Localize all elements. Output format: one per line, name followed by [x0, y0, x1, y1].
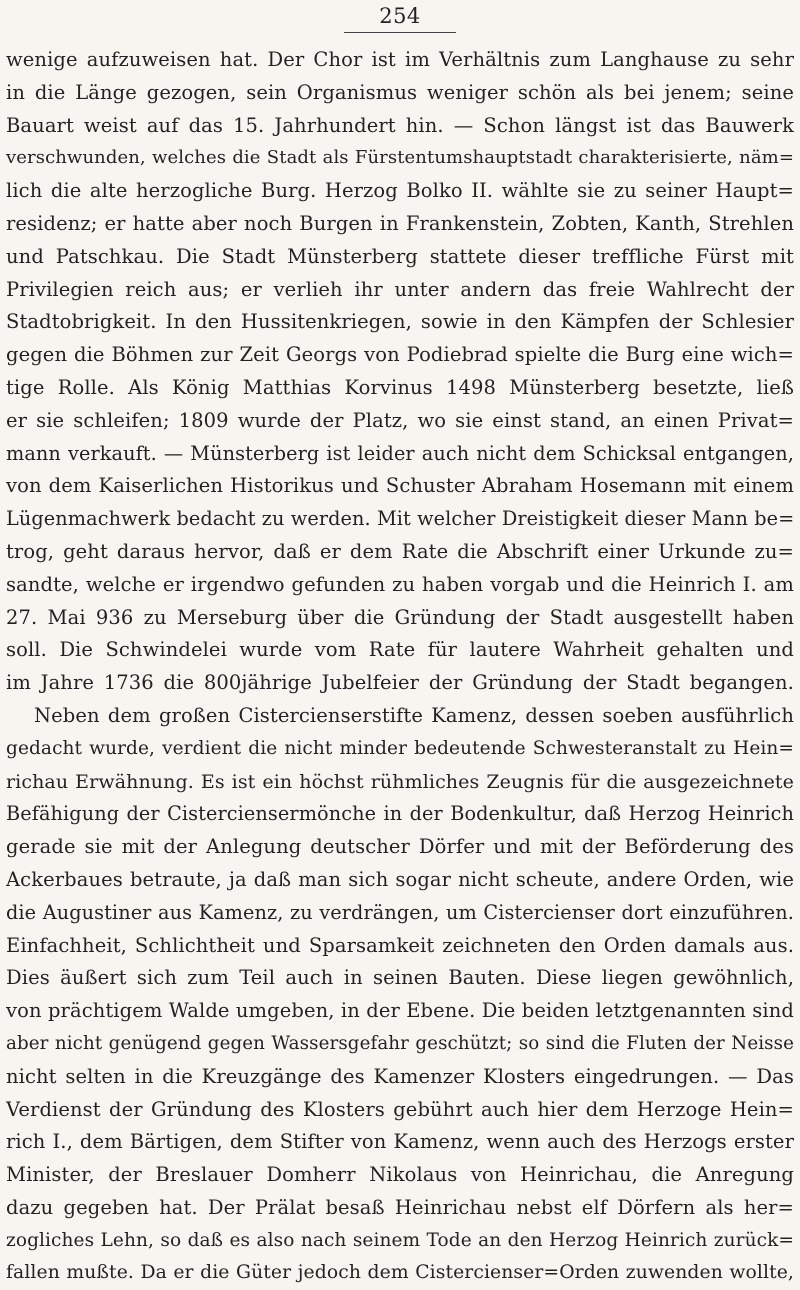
text-line: verschwunden, welches die Stadt als Fürstentumshauptstadt charakterisierte, näm= [6, 147, 794, 169]
text-line: Verdienst der Gründung des Klosters gebührt auch hier dem Herzoge Hein= [6, 1097, 794, 1121]
text-line: residenz; er hatte aber noch Burgen in Frankenstein, Zobten, Kanth, Strehlen [6, 211, 794, 235]
text-line: dazu gegeben hat. Der Prälat besaß Heinrichau nebst elf Dörfern als her= [6, 1195, 794, 1219]
text-line: nicht selten in die Kreuzgänge des Kamenzer Klosters eingedrungen. — Das [6, 1064, 794, 1088]
text-line: Bauart weist auf das 15. Jahrhundert hin. — Schon längst ist das Bauwerk [6, 113, 794, 137]
page-number: 254 [379, 4, 421, 28]
text-line: mann verkauft. — Münsterberg ist leider auch nicht dem Schicksal entgangen, [6, 441, 794, 465]
text-line: Einfachheit, Schlichtheit und Sparsamkeit zeichneten den Orden damals aus. [6, 933, 794, 957]
text-line: die Augustiner aus Kamenz, zu verdrängen, um Cistercienser dort einzuführen. [6, 900, 794, 924]
text-line: von dem Kaiserlichen Historikus und Schuster Abraham Hosemann mit einem [6, 474, 794, 498]
text-line: gegen die Böhmen zur Zeit Georgs von Podiebrad spielte die Burg eine wich= [6, 343, 794, 367]
text-line: wenige aufzuweisen hat. Der Chor ist im Verhältnis zum Langhause zu sehr [6, 48, 794, 71]
text-line: Lügenmachwerk bedacht zu werden. Mit welcher Dreistigkeit dieser Mann be= [6, 507, 794, 531]
text-line: im Jahre 1736 die 800jährige Jubelfeier der Gründung der Stadt begangen. [6, 671, 794, 695]
text-line: fallen mußte. Da er die Güter jedoch dem Cistercienser=Orden zuwenden wollte, [6, 1262, 794, 1284]
text-line: soll. Die Schwindelei wurde vom Rate für lautere Wahrheit gehalten und [6, 638, 794, 662]
text-line: zogliches Lehn, so daß es also nach seinem Tode an den Herzog Heinrich zurück= [6, 1229, 794, 1251]
text-line: aber nicht genügend gegen Wassersgefahr geschützt; so sind die Fluten der Neisse [6, 1032, 794, 1054]
text-line: 27. Mai 936 zu Merseburg über die Gründung der Stadt ausgestellt haben [6, 605, 794, 629]
text-line: Befähigung der Cisterciensermönche in der Bodenkultur, daß Herzog Heinrich [6, 802, 794, 826]
text-line: Privilegien reich aus; er verlieh ihr unter andern das freie Wahlrecht der [6, 277, 794, 301]
body-text [6, 44, 794, 1290]
header-rule [344, 32, 456, 33]
text-line: rich I., dem Bärtigen, dem Stifter von Kamenz, wenn auch des Herzogs erster [6, 1130, 794, 1154]
text-line: Minister, der Breslauer Domherr Nikolaus von Heinrichau, die Anregung [6, 1163, 794, 1187]
text-line: Ackerbaues betraute, ja daß man sich sogar nicht scheute, andere Orden, wie [6, 867, 794, 891]
text-line: sandte, welche er irgendwo gefunden zu haben vorgab und die Heinrich I. am [6, 572, 794, 596]
text-line: in die Länge gezogen, sein Organismus weniger schön als bei jenem; seine [6, 80, 794, 104]
text-line: von prächtigem Walde umgeben, in der Ebene. Die beiden letztgenannten sind [6, 999, 794, 1023]
text-line: tige Rolle. Als König Matthias Korvinus 1498 Münsterberg besetzte, ließ [6, 375, 794, 399]
text-line: lich die alte herzogliche Burg. Herzog Bolko II. wählte sie zu seiner Haupt= [6, 179, 794, 203]
text-line: richau Erwähnung. Es ist ein höchst rühmliches Zeugnis für die ausgezeichnete [6, 770, 794, 793]
text-line: und Patschkau. Die Stadt Münsterberg stattete dieser treffliche Fürst mit [6, 244, 794, 268]
text-line: er sie schleifen; 1809 wurde der Platz, wo sie einst stand, an einen Privat= [6, 408, 794, 432]
text-line: Dies äußert sich zum Teil auch in seinen Bauten. Diese liegen gewöhnlich, [6, 966, 794, 990]
text-line: gedacht wurde, verdient die nicht minder bedeutende Schwesteranstalt zu Hein= [6, 737, 794, 759]
text-line: Stadtobrigkeit. In den Hussitenkriegen, sowie in den Kämpfen der Schlesier [6, 310, 794, 334]
text-line: gerade sie mit der Anlegung deutscher Dörfer und mit der Beförderung des [6, 835, 794, 859]
text-line: Neben dem großen Cistercienserstifte Kamenz, dessen soeben ausführlich [34, 703, 794, 727]
text-line: trog, geht daraus hervor, daß er dem Rate die Abschrift einer Urkunde zu= [6, 539, 794, 563]
